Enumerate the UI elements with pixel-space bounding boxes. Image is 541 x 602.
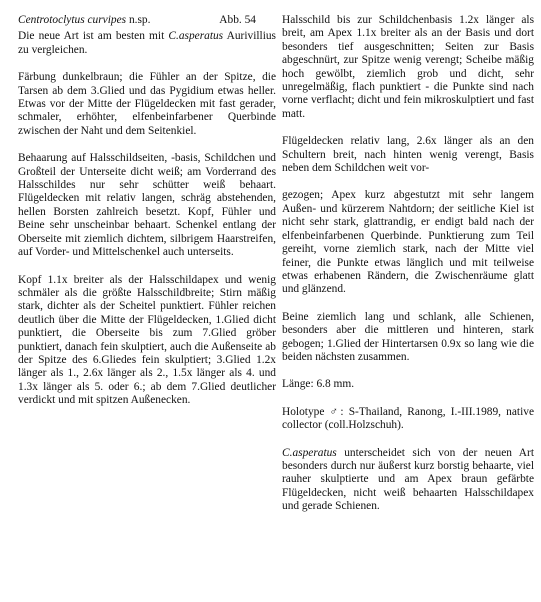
- comparison-paragraph: C.asperatus unterscheidet sich von der neuen Art besonders durch nur äußerst kurz borstig behaarte, viel rauher skulptierte und am Apex braun gefärbte Flügeldecken, nicht weiß behaarten Halsschildapex und gerade Schienen.: [282, 446, 534, 513]
- left-column: [18, 14, 276, 422]
- elytra-paragraph: Flügeldecken relativ lang, 2.6x länger als an den Schultern breit, nach hinten wenig verengt, Basis neben dem Schildchen weit vor-: [282, 135, 534, 175]
- pronotum-paragraph: Halsschild bis zur Schildchenbasis 1.2x länger als breit, am Apex 1.1x breiter als an der Basis und dort besonders tief ausgeschnitten; Seiten zur Basis abgeschnürt, zur Spitze wenig verengt; Scheibe mäßig hoch gewölbt, ziemlich grob und dicht, sehr unregelmäßig, flach punktiert - die Punkte sind nach vorne verflacht; dicht und fein mikroskulptiert und fast matt.: [282, 14, 534, 120]
- species-ref-2: C.asperatus: [282, 446, 337, 459]
- species-name: Centrotoclytus curvipes: [18, 14, 127, 26]
- coloration-paragraph: Färbung dunkelbraun; die Fühler an der Spitze, die Tarsen ab dem 3.Glied und das Pygidium etwas heller. Etwas vor der Mitte der Flügeldecken mit fast gerader, schmaler, erhöhter, elfenbeinfarbener Querbinde zwischen der Naht und dem Seitenkiel.: [18, 71, 276, 137]
- legs-paragraph: Beine ziemlich lang und schlank, alle Schienen, besonders aber die mittleren und hinteren, stark gebogen; 1.Glied der Hintertarsen 0.9x so lang wie die beiden nächsten zusammen.: [282, 310, 534, 363]
- intro-paragraph: Die neue Art ist am besten mit C.asperatus Aurivillius zu vergleichen.: [18, 30, 276, 56]
- holotype-paragraph: Holotype ♂: S-Thailand, Ranong, I.-III.1989, native collector (coll.Holzschuh).: [282, 405, 534, 432]
- head-antenna-paragraph: Kopf 1.1x breiter als der Halsschildapex und wenig schmäler als die größte Halsschildbreite; Stirn mäßig stark, dichter als der Scheitel punktiert. Fühler reichen deutlich über die Mitte der Flügeldecken, 1.Glied dicht punktiert, die Oberseite bis zum 7.Glied gröber punktiert, danach fein skulptiert, auch die Außenseite ab der Spitze des 6.Gliedes fein skulptiert; 3.Glied 1.2x länger als 1., 2.6x länger als 2., 1.5x länger als 4. und 1.3x länger als 5. oder 6.; ab dem 7.Glied deutlicher verdickt und mit spitzen Außenecken.: [18, 273, 276, 407]
- new-species-marker: n.sp.: [126, 14, 151, 26]
- species-heading: [18, 14, 276, 27]
- species-title: [18, 14, 150, 27]
- length-paragraph: Länge: 6.8 mm.: [282, 378, 355, 391]
- species-ref: C.asperatus: [168, 30, 224, 43]
- elytra-paragraph-continued: gezogen; Apex kurz abgestutzt mit sehr langem Außen- und kürzerem Nahtdorn; der seitliche Kiel ist nicht sehr stark, glattrandig, er endigt bald nach der elfenbeinfarbenen Querbinde. Punktierung zum Teil gereiht, vorne ziemlich stark, nach der Mitte viel feiner, die Punkte etwas länglich und mit teilweise etwas erhabenen Rändern, die Zwischenräume glatt und glänzend.: [282, 189, 534, 296]
- pubescence-paragraph: Behaarung auf Halsschildseiten, -basis, Schildchen und Großteil der Unterseite dicht weiß; am Vorderrand des Halsschildes nur sehr schütter weiß behaart. Flügeldecken mit relativ langen, schräg abstehenden, hellen Borsten zahlreich besetzt. Kopf, Fühler und Beine sehr unscheinbar behaart. Schenkel entlang der Oberseite mit ziemlich dichtem, silbrigem Haarstreifen, auf Vorder- und Mittelschenkel auch unterseits.: [18, 152, 276, 259]
- figure-reference: Abb. 54: [219, 14, 256, 26]
- right-column: [282, 14, 534, 528]
